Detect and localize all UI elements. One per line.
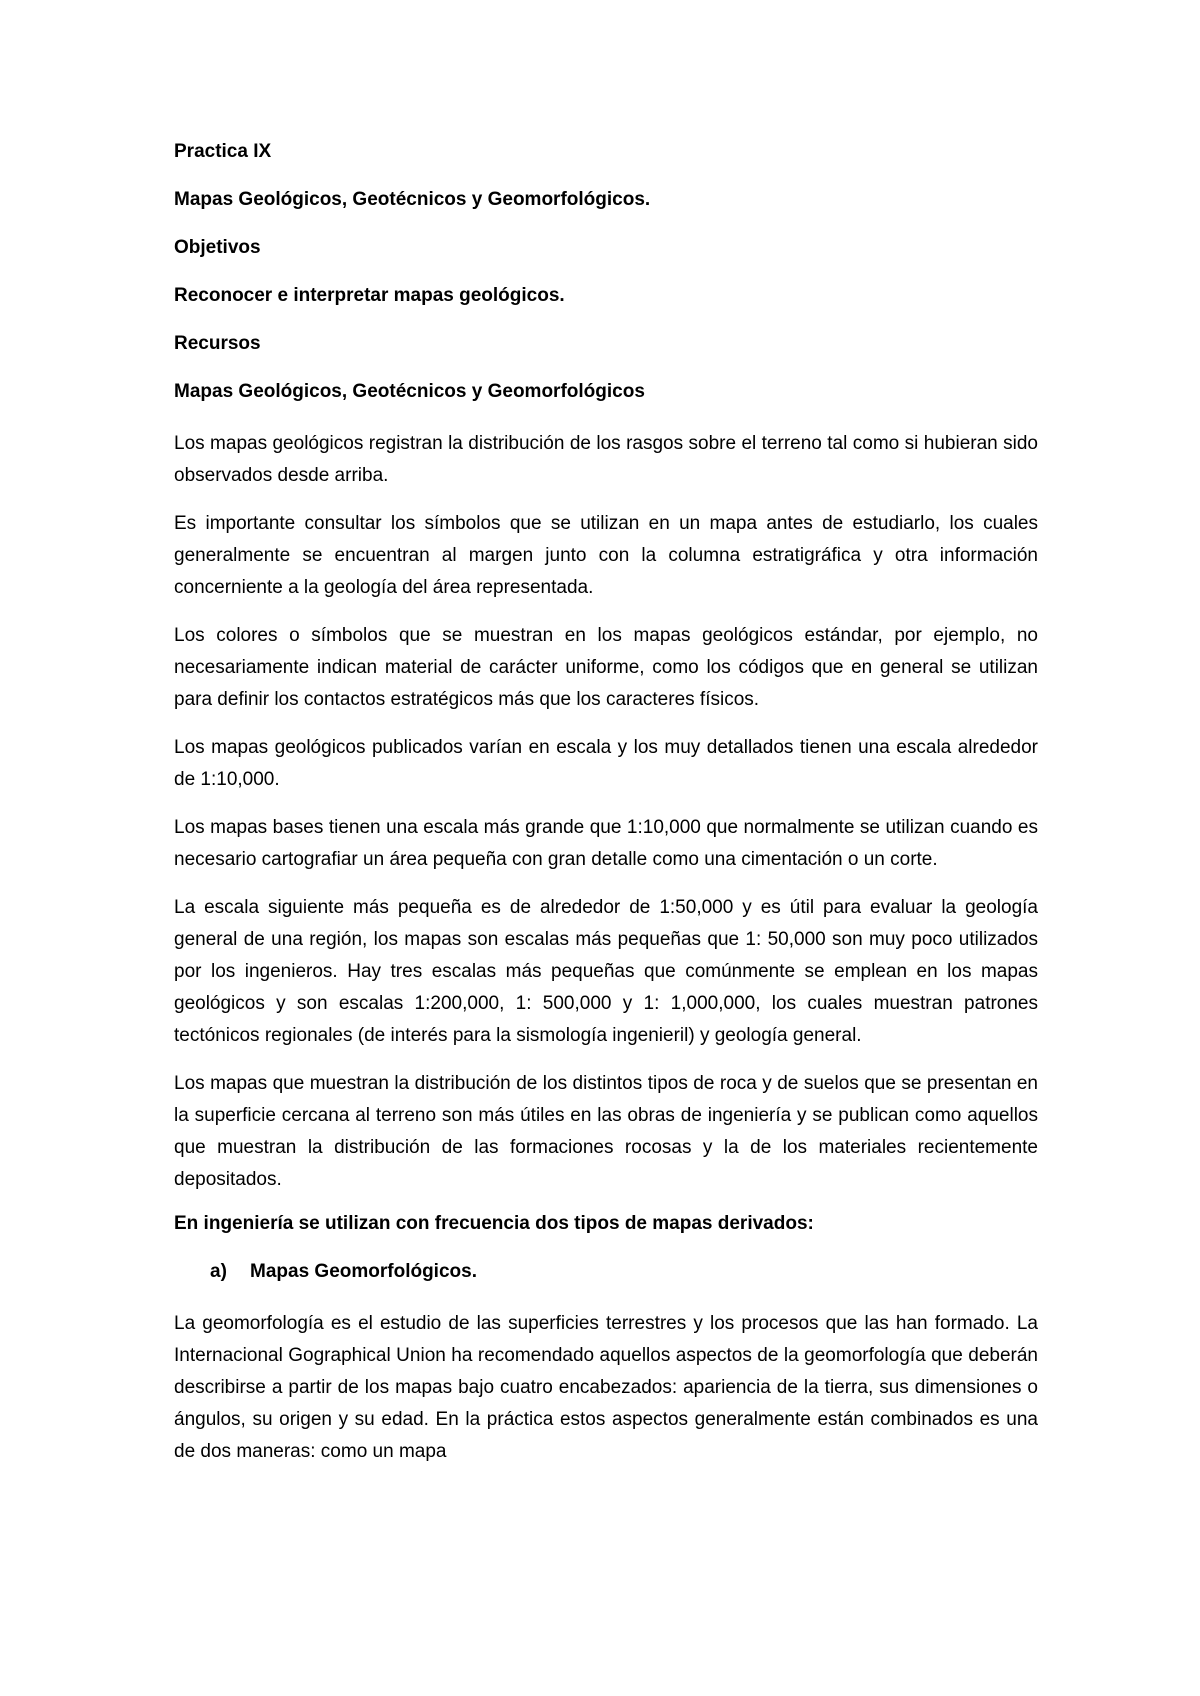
paragraph-6: La escala siguiente más pequeña es de alrededor de 1:50,000 y es útil para evaluar la geología general de una región, los mapas son escalas más pequeñas que 1: 50,000 son muy poco utilizados por los ingenieros. Hay tres escalas más pequeñas que comúnmente se emplean en los mapas geológicos y son escalas 1:200,000, 1: 500,000 y 1: 1,000,000, los cuales muestran patrones tectónicos regionales (de interés para la sismología ingenieril) y geología general. xyxy=(174,897,1038,1046)
document-page xyxy=(174,140,1038,1484)
paragraph-7: Los mapas que muestran la distribución de los distintos tipos de roca y de suelos que se presentan en la superficie cercana al terreno son más útiles en las obras de ingeniería y se publican como aquellos que muestran la distribución de las formaciones rocosas y la de los materiales recientemente depositados. xyxy=(174,1073,1038,1190)
paragraph-final: La geomorfología es el estudio de las superficies terrestres y los procesos que las han formado. La Internacional Gographical Union ha recomendado aquellos aspectos de la geomorfología que deberán describirse a partir de los mapas bajo cuatro encabezados: apariencia de la tierra, sus dimensiones o ángulos, su origen y su edad. En la práctica estos aspectos generalmente están combinados es una de dos maneras: como un mapa xyxy=(174,1313,1038,1462)
paragraph-3: Los colores o símbolos que se muestran en los mapas geológicos estándar, por ejemplo, no necesariamente indican material de carácter uniforme, como los códigos que en general se utilizan para definir los contactos estratégicos más que los caracteres físicos. xyxy=(174,625,1038,710)
objectives-text: Reconocer e interpretar mapas geológicos. xyxy=(174,285,565,306)
paragraph-4: Los mapas geológicos publicados varían en escala y los muy detallados tienen una escala alrededor de 1:10,000. xyxy=(174,737,1038,790)
paragraph-1: Los mapas geológicos registran la distribución de los rasgos sobre el terreno tal como si hubieran sido observados desde arriba. xyxy=(174,433,1038,486)
document-subtitle: Mapas Geológicos, Geotécnicos y Geomorfológicos. xyxy=(174,189,651,210)
paragraph-5: Los mapas bases tienen una escala más grande que 1:10,000 que normalmente se utilizan cuando es necesario cartografiar un área pequeña con gran detalle como una cimentación o un corte. xyxy=(174,817,1038,870)
resources-heading: Mapas Geológicos, Geotécnicos y Geomorfológicos xyxy=(174,381,645,402)
paragraph-2: Es importante consultar los símbolos que se utilizan en un mapa antes de estudiarlo, los cuales generalmente se encuentran al margen junto con la columna estratigráfica y otra información concerniente a la geología del área representada. xyxy=(174,513,1038,598)
list-marker: a) xyxy=(210,1261,227,1282)
objectives-label: Objetivos xyxy=(174,237,261,258)
derived-maps-heading: En ingeniería se utilizan con frecuencia dos tipos de mapas derivados: xyxy=(174,1213,814,1234)
resources-label: Recursos xyxy=(174,333,261,354)
list-item xyxy=(210,1260,1038,1284)
document-title: Practica IX xyxy=(174,141,272,162)
list-item-text: Mapas Geomorfológicos. xyxy=(250,1261,477,1282)
